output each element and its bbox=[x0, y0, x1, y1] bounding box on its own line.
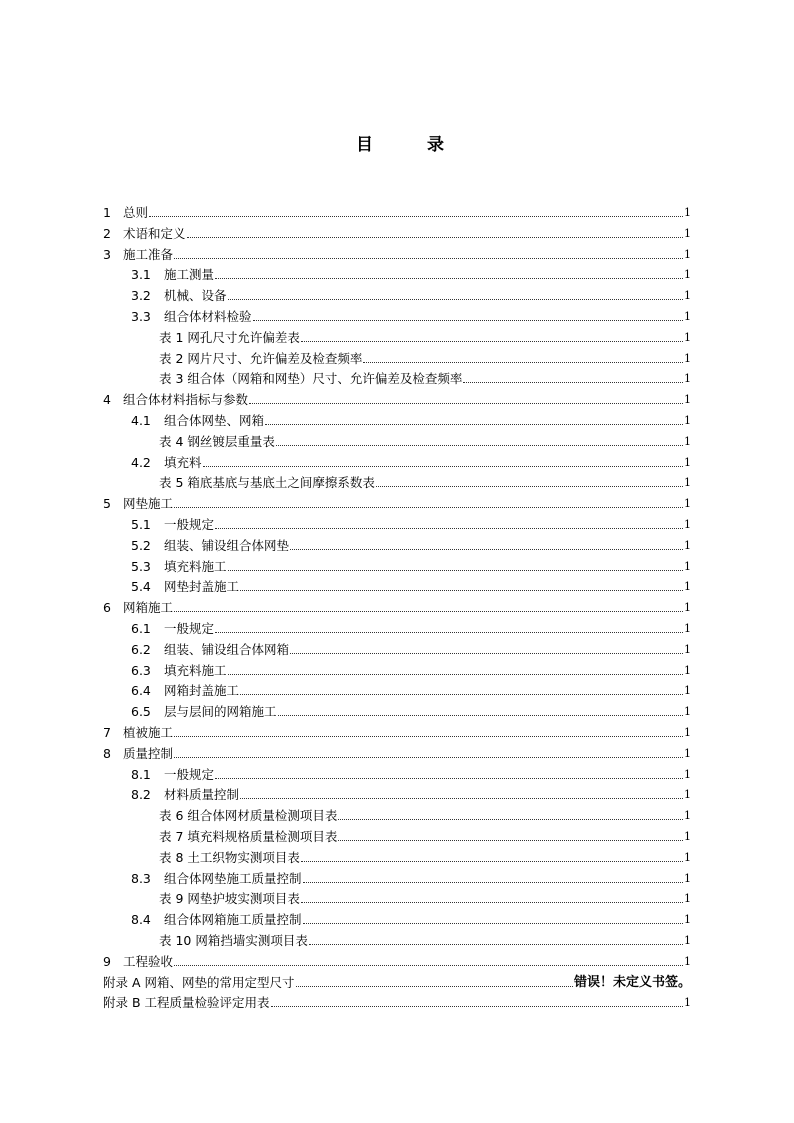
toc-entry[interactable] bbox=[103, 595, 691, 615]
toc-entry-page: 1 bbox=[684, 351, 691, 365]
toc-entry[interactable] bbox=[103, 429, 691, 449]
toc-entry-label: 组合体材料指标与参数 bbox=[123, 392, 249, 408]
dot-leader bbox=[271, 1005, 683, 1007]
toc-entry[interactable] bbox=[103, 262, 691, 282]
dot-leader bbox=[215, 277, 683, 279]
toc-entry-label: 组合体网箱施工质量控制 bbox=[164, 912, 302, 928]
toc-entry-label: 表 6 组合体网材质量检测项目表 bbox=[159, 808, 338, 824]
toc-entry-label: 一般规定 bbox=[164, 621, 215, 636]
toc-entry-label: 组装、铺设组合体网垫 bbox=[164, 537, 290, 553]
toc-entry-number: 6.2 bbox=[131, 641, 151, 657]
dot-leader bbox=[338, 818, 683, 820]
dot-leader bbox=[174, 735, 683, 737]
dot-leader bbox=[303, 922, 683, 924]
toc-entry-number: 4.1 bbox=[131, 413, 151, 428]
toc-entry[interactable] bbox=[103, 283, 691, 303]
toc-entry[interactable] bbox=[103, 450, 691, 470]
toc-entry-label: 表 10 网箱挡墙实测项目表 bbox=[159, 933, 308, 948]
toc-entry-label: 植被施工 bbox=[123, 725, 174, 740]
toc-entry-label: 附录 A 网箱、网垫的常用定型尺寸 bbox=[103, 974, 295, 990]
toc-entry-page: 1 bbox=[684, 892, 691, 906]
toc-entry-page: 1 bbox=[684, 206, 691, 219]
toc-entry-number: 8.2 bbox=[131, 787, 151, 803]
dot-leader bbox=[174, 506, 683, 508]
toc-entry-number: 3 bbox=[103, 246, 111, 262]
toc-entry-label: 附录 B 工程质量检验评定用表 bbox=[103, 995, 270, 1011]
toc-entry-page: 1 bbox=[684, 476, 691, 490]
toc-entry-label: 层与层间的网箱施工 bbox=[164, 704, 277, 720]
dot-leader bbox=[240, 693, 683, 695]
toc-entry-page: 1 bbox=[684, 455, 691, 469]
toc-entry-label: 组合体材料检验 bbox=[164, 309, 252, 324]
toc-entry-number: 6 bbox=[103, 600, 111, 616]
toc-entry-label: 机械、设备 bbox=[164, 288, 227, 304]
toc-entry[interactable] bbox=[103, 782, 691, 802]
toc-entry[interactable] bbox=[103, 678, 691, 698]
toc-entry[interactable] bbox=[103, 658, 691, 678]
toc-entry-label: 工程验收 bbox=[123, 953, 174, 969]
dot-leader bbox=[149, 215, 683, 217]
toc-entry[interactable] bbox=[103, 741, 691, 761]
toc-entry-label: 网箱施工 bbox=[123, 600, 174, 616]
toc-entry-page: 1 bbox=[684, 642, 691, 656]
toc-entry[interactable] bbox=[103, 699, 691, 719]
toc-entry-number: 5.1 bbox=[131, 517, 151, 532]
dot-leader bbox=[276, 444, 683, 446]
toc-entry-page: 1 bbox=[684, 663, 691, 677]
toc-entry[interactable] bbox=[103, 221, 691, 241]
toc-entry[interactable] bbox=[103, 970, 691, 990]
toc-entry-page: 1 bbox=[684, 601, 691, 615]
toc-entry-page: 1 bbox=[684, 289, 691, 303]
toc-entry-page: 1 bbox=[684, 705, 691, 719]
dot-leader bbox=[296, 985, 573, 987]
toc-entry-page: 1 bbox=[684, 518, 691, 531]
toc-entry-number: 8.4 bbox=[131, 912, 151, 928]
toc-entry-page: 1 bbox=[684, 622, 691, 635]
toc-entry-number: 2 bbox=[103, 225, 111, 241]
toc-entry-page: 1 bbox=[684, 684, 691, 698]
dot-leader bbox=[174, 610, 683, 612]
toc-entry-page: 1 bbox=[684, 871, 691, 885]
dot-leader bbox=[174, 257, 683, 259]
toc-entry[interactable] bbox=[103, 824, 691, 844]
toc-entry-number: 9 bbox=[103, 953, 111, 969]
toc-entry-page: 1 bbox=[684, 996, 691, 1010]
dot-leader bbox=[338, 839, 683, 841]
toc-entry-page: 1 bbox=[684, 788, 691, 802]
toc-entry[interactable] bbox=[103, 470, 691, 490]
dot-leader bbox=[203, 465, 683, 467]
toc-entry-label: 网垫封盖施工 bbox=[164, 579, 240, 595]
toc-entry-label: 网垫施工 bbox=[123, 496, 174, 512]
toc-entry-number: 6.5 bbox=[131, 704, 151, 720]
toc-entry-page: 1 bbox=[684, 393, 691, 407]
toc-entry-page: 1 bbox=[684, 830, 691, 843]
dot-leader bbox=[249, 402, 683, 404]
dot-leader bbox=[303, 881, 683, 883]
toc-entry[interactable] bbox=[103, 637, 691, 657]
toc-entry-label: 一般规定 bbox=[164, 517, 215, 532]
toc-entry-label: 质量控制 bbox=[123, 745, 174, 761]
toc-entry[interactable] bbox=[103, 346, 691, 366]
toc-entry[interactable] bbox=[103, 491, 691, 511]
toc-entry-label: 施工测量 bbox=[164, 267, 215, 283]
toc-entry-page: 1 bbox=[684, 268, 691, 282]
dot-leader bbox=[290, 548, 683, 550]
toc-entry-number: 8.1 bbox=[131, 766, 151, 782]
toc-entry-label: 施工准备 bbox=[123, 246, 174, 262]
dot-leader bbox=[301, 340, 683, 342]
toc-entry-number: 3.2 bbox=[131, 288, 151, 304]
toc-entry-number: 1 bbox=[103, 205, 111, 220]
dot-leader bbox=[228, 673, 683, 675]
toc-entry-page: 1 bbox=[684, 954, 691, 968]
dot-leader bbox=[228, 569, 683, 571]
dot-leader bbox=[376, 485, 683, 487]
toc-entry-label: 表 4 钢丝镀层重量表 bbox=[159, 433, 275, 449]
toc-entry[interactable] bbox=[103, 325, 691, 345]
toc-entry-page: 1 bbox=[684, 434, 691, 448]
toc-entry[interactable] bbox=[103, 949, 691, 969]
dot-leader bbox=[278, 714, 683, 716]
toc-entry-label: 表 2 网片尺寸、允许偏差及检查频率 bbox=[159, 350, 363, 366]
toc-entry-page: 1 bbox=[684, 247, 691, 261]
toc-entry-number: 5.4 bbox=[131, 579, 151, 595]
toc-entry-label: 填充料施工 bbox=[164, 558, 227, 574]
toc-entry-number: 4 bbox=[103, 392, 111, 408]
toc-entry-number: 5.3 bbox=[131, 558, 151, 574]
toc-entry-label: 组合体网垫、网箱 bbox=[164, 413, 265, 428]
toc-entry-page: 1 bbox=[684, 538, 691, 552]
dot-leader bbox=[187, 236, 683, 238]
toc-entry-number: 3.1 bbox=[131, 267, 151, 283]
toc-entry[interactable] bbox=[103, 845, 691, 865]
toc-entry[interactable] bbox=[103, 886, 691, 906]
toc-entry[interactable] bbox=[103, 574, 691, 594]
toc-entry-label: 表 1 网孔尺寸允许偏差表 bbox=[159, 329, 300, 345]
toc-entry-number: 8.3 bbox=[131, 870, 151, 886]
toc-entry[interactable] bbox=[103, 907, 691, 927]
toc-entry-label: 网箱封盖施工 bbox=[164, 683, 240, 699]
toc-entry[interactable] bbox=[103, 387, 691, 407]
toc-entry-number: 6.4 bbox=[131, 683, 151, 699]
toc-entry-page: 1 bbox=[684, 559, 691, 573]
dot-leader bbox=[309, 943, 683, 945]
toc-entry[interactable] bbox=[103, 200, 691, 220]
toc-entry[interactable] bbox=[103, 366, 691, 386]
toc-entry-page: 1 bbox=[684, 330, 691, 344]
toc-entry[interactable] bbox=[103, 720, 691, 740]
toc-entry-page: 1 bbox=[684, 767, 691, 781]
toc-entry-label: 填充料施工 bbox=[164, 662, 227, 678]
toc-entry[interactable] bbox=[103, 803, 691, 823]
toc-entry-label: 材料质量控制 bbox=[164, 787, 240, 803]
toc-entry-number: 3.3 bbox=[131, 309, 151, 324]
toc-entry-label: 组合体网垫施工质量控制 bbox=[164, 870, 302, 886]
dot-leader bbox=[240, 797, 683, 799]
dot-leader bbox=[215, 777, 683, 779]
toc-entry-number: 6.1 bbox=[131, 621, 151, 636]
toc-entry-label: 填充料 bbox=[164, 454, 202, 470]
toc-entry[interactable] bbox=[103, 512, 691, 532]
toc-entry[interactable] bbox=[103, 616, 691, 636]
toc-entry-page: 1 bbox=[684, 913, 691, 927]
toc-entry-label: 一般规定 bbox=[164, 766, 215, 782]
toc-entry-label: 组装、铺设组合体网箱 bbox=[164, 641, 290, 657]
dot-leader bbox=[215, 631, 683, 633]
toc-entry-number: 4.2 bbox=[131, 454, 151, 470]
toc-entry[interactable] bbox=[103, 866, 691, 886]
toc-entry[interactable] bbox=[103, 554, 691, 574]
page-title: 目 录 bbox=[356, 135, 468, 155]
toc-entry[interactable] bbox=[103, 242, 691, 262]
dot-leader bbox=[174, 964, 683, 966]
dot-leader bbox=[215, 527, 683, 529]
dot-leader bbox=[363, 361, 683, 363]
toc-entry-number: 7 bbox=[103, 725, 111, 740]
toc-entry-number: 5.2 bbox=[131, 537, 151, 553]
toc-entry-page: 1 bbox=[684, 809, 691, 823]
toc-entry-label: 表 3 组合体（网箱和网垫）尺寸、允许偏差及检查频率 bbox=[159, 371, 463, 387]
toc-entry[interactable] bbox=[103, 928, 691, 948]
toc-entry-page: 1 bbox=[684, 414, 691, 427]
toc-entry[interactable] bbox=[103, 533, 691, 553]
toc-entry-page: 1 bbox=[684, 726, 691, 739]
toc-entry-page: 1 bbox=[684, 497, 691, 511]
toc-entry-label: 表 5 箱底基底与基底土之间摩擦系数表 bbox=[159, 475, 375, 491]
dot-leader bbox=[240, 589, 683, 591]
toc-entry-page: 1 bbox=[684, 226, 691, 240]
toc-entry-page: 1 bbox=[684, 746, 691, 760]
dot-leader bbox=[228, 298, 683, 300]
toc-entry-page: 1 bbox=[684, 934, 691, 947]
dot-leader bbox=[253, 319, 683, 321]
dot-leader bbox=[290, 652, 683, 654]
toc-entry-label: 术语和定义 bbox=[123, 225, 186, 241]
dot-leader bbox=[463, 381, 683, 383]
toc-entry-label: 表 9 网垫护坡实测项目表 bbox=[159, 891, 300, 907]
dot-leader bbox=[174, 756, 683, 758]
toc-entry[interactable] bbox=[103, 990, 691, 1010]
toc-entry[interactable] bbox=[103, 304, 691, 324]
toc-entry[interactable] bbox=[103, 762, 691, 782]
toc-entry-number: 8 bbox=[103, 745, 111, 761]
toc-entry-page: 1 bbox=[684, 372, 691, 386]
toc-entry-label: 总则 bbox=[123, 205, 149, 220]
toc-entry-label: 表 8 土工织物实测项目表 bbox=[159, 849, 300, 865]
toc-entry-number: 5 bbox=[103, 496, 111, 512]
toc-entry-label: 表 7 填充料规格质量检测项目表 bbox=[159, 829, 338, 844]
toc-entry[interactable] bbox=[103, 408, 691, 428]
toc-entry-page: 1 bbox=[684, 310, 691, 323]
toc-entry-error: 错误！未定义书签。 bbox=[573, 974, 691, 990]
toc-entry-number: 6.3 bbox=[131, 662, 151, 678]
dot-leader bbox=[301, 860, 683, 862]
dot-leader bbox=[265, 423, 683, 425]
dot-leader bbox=[301, 901, 683, 903]
toc-entry-page: 1 bbox=[684, 580, 691, 594]
toc-entry-page: 1 bbox=[684, 850, 691, 864]
